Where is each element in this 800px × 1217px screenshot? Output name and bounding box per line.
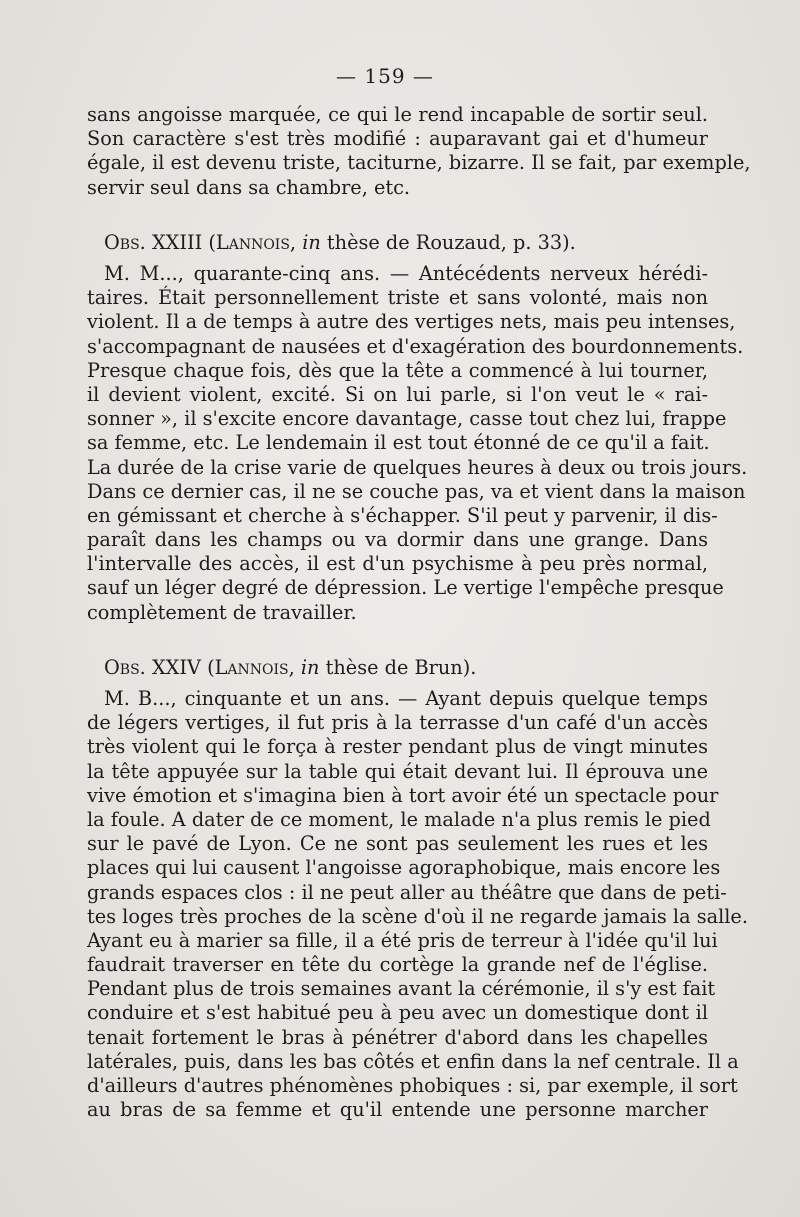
text-line: Ayant eu à marier sa fille, il a été pris de terreur à l'idée qu'il lui [87, 928, 718, 952]
paragraph-continuation [87, 103, 751, 200]
in-word: in [302, 231, 321, 254]
text-line: en gémissant et cherche à s'échapper. S'il peut y parvenir, il dis- [87, 503, 718, 527]
text-line: Dans ce dernier cas, il ne se couche pas, va et vient dans la maison [87, 479, 746, 503]
text-line: tenait fortement le bras à pénétrer d'abord dans les chapelles [87, 1025, 708, 1049]
heading-paren: ( [200, 656, 215, 679]
text-line: au bras de sa femme et qu'il entende une personne marcher [87, 1098, 708, 1122]
observation-label: Obs. XXIV [104, 656, 201, 679]
text-line: M. B..., cinquante et un ans. — Ayant depuis quelque temps [104, 687, 708, 710]
text-line: tes loges très proches de la scène d'où il ne regarde jamais la salle. [87, 904, 748, 928]
text-line: grands espaces clos : il ne peut aller au théâtre que dans de peti- [87, 880, 727, 904]
text-line: places qui lui causent l'angoisse agoraphobique, mais encore les [87, 856, 721, 880]
heading-source: thèse de Brun). [319, 656, 477, 679]
text-line: taires. Était personnellement triste et sans volonté, mais non [87, 286, 708, 310]
heading-source: thèse de Rouzaud, p. 33). [320, 231, 576, 254]
observation-label: Obs. XXIII [104, 231, 203, 254]
in-word: in [300, 656, 320, 679]
text-line: l'intervalle des accès, il est d'un psychisme à peu près normal, [87, 552, 708, 576]
text-line: latérales, puis, dans les bas côtés et enfin dans la nef centrale. Il a [87, 1049, 739, 1073]
observation-heading-xxiii [104, 231, 576, 255]
heading-separator: , [289, 231, 303, 254]
text-line: très violent qui le força à rester pendant plus de vingt minutes [87, 735, 708, 759]
text-line: complètement de travailler. [87, 600, 357, 624]
text-line: la foule. A dater de ce moment, le malade n'a plus remis le pied [87, 807, 711, 831]
text-line: conduire et s'est habitué peu à peu avec un domestique dont il [87, 1001, 708, 1025]
paragraph-observation-xxiii [87, 262, 748, 625]
author-name: Lannois [215, 231, 290, 254]
text-line: Pendant plus de trois semaines avant la cérémonie, il s'y est fait [87, 977, 716, 1001]
observation-heading-xxiv [104, 656, 476, 680]
text-line: Presque chaque fois, dès que la tête a commencé à lui tourner, [87, 358, 708, 382]
paragraph-observation-xxiv [87, 687, 748, 1122]
author-name: Lannois [214, 656, 289, 679]
text-line: la tête appuyée sur la table qui était devant lui. Il éprouva une [87, 759, 708, 783]
text-line: paraît dans les champs ou va dormir dans une grange. Dans [87, 528, 708, 552]
text-line: égale, il est devenu triste, taciturne, bizarre. Il se fait, par exemple, [87, 151, 751, 175]
text-line: s'accompagnant de nausées et d'exagération des bourdonnements. [87, 334, 744, 358]
heading-separator: , [288, 656, 301, 679]
text-line: sa femme, etc. Le lendemain il est tout étonné de ce qu'il a fait. [87, 431, 710, 455]
page-number: — 159 — [336, 64, 434, 88]
text-line: de légers vertiges, il fut pris à la terrasse d'un café d'un accès [87, 711, 708, 735]
text-line: M. M..., quarante-cinq ans. — Antécédents nerveux hérédi- [104, 262, 708, 285]
heading-paren: ( [202, 231, 216, 254]
text-line: sur le pavé de Lyon. Ce ne sont pas seulement les rues et les [87, 832, 708, 856]
text-line: servir seul dans sa chambre, etc. [87, 175, 411, 199]
text-line: Son caractère s'est très modifié : auparavant gai et d'humeur [87, 127, 708, 151]
text-line: faudrait traverser en tête du cortège la grande nef de l'église. [87, 953, 708, 977]
text-line: il devient violent, excité. Si on lui parle, si l'on veut le « rai- [87, 382, 708, 406]
text-line: d'ailleurs d'autres phénomènes phobiques : si, par exemple, il sort [87, 1074, 738, 1097]
text-line: sonner », il s'excite encore davantage, casse tout chez lui, frappe [87, 407, 727, 431]
text-line: vive émotion et s'imagina bien à tort avoir été un spectacle pour [87, 783, 719, 807]
text-line: La durée de la crise varie de quelques heures à deux ou trois jours. [87, 455, 748, 479]
text-line: sans angoisse marquée, ce qui le rend incapable de sortir seul. [87, 103, 708, 126]
text-line: sauf un léger degré de dépression. Le vertige l'empêche presque [87, 576, 724, 600]
text-line: violent. Il a de temps à autre des vertiges nets, mais peu intenses, [87, 310, 736, 334]
